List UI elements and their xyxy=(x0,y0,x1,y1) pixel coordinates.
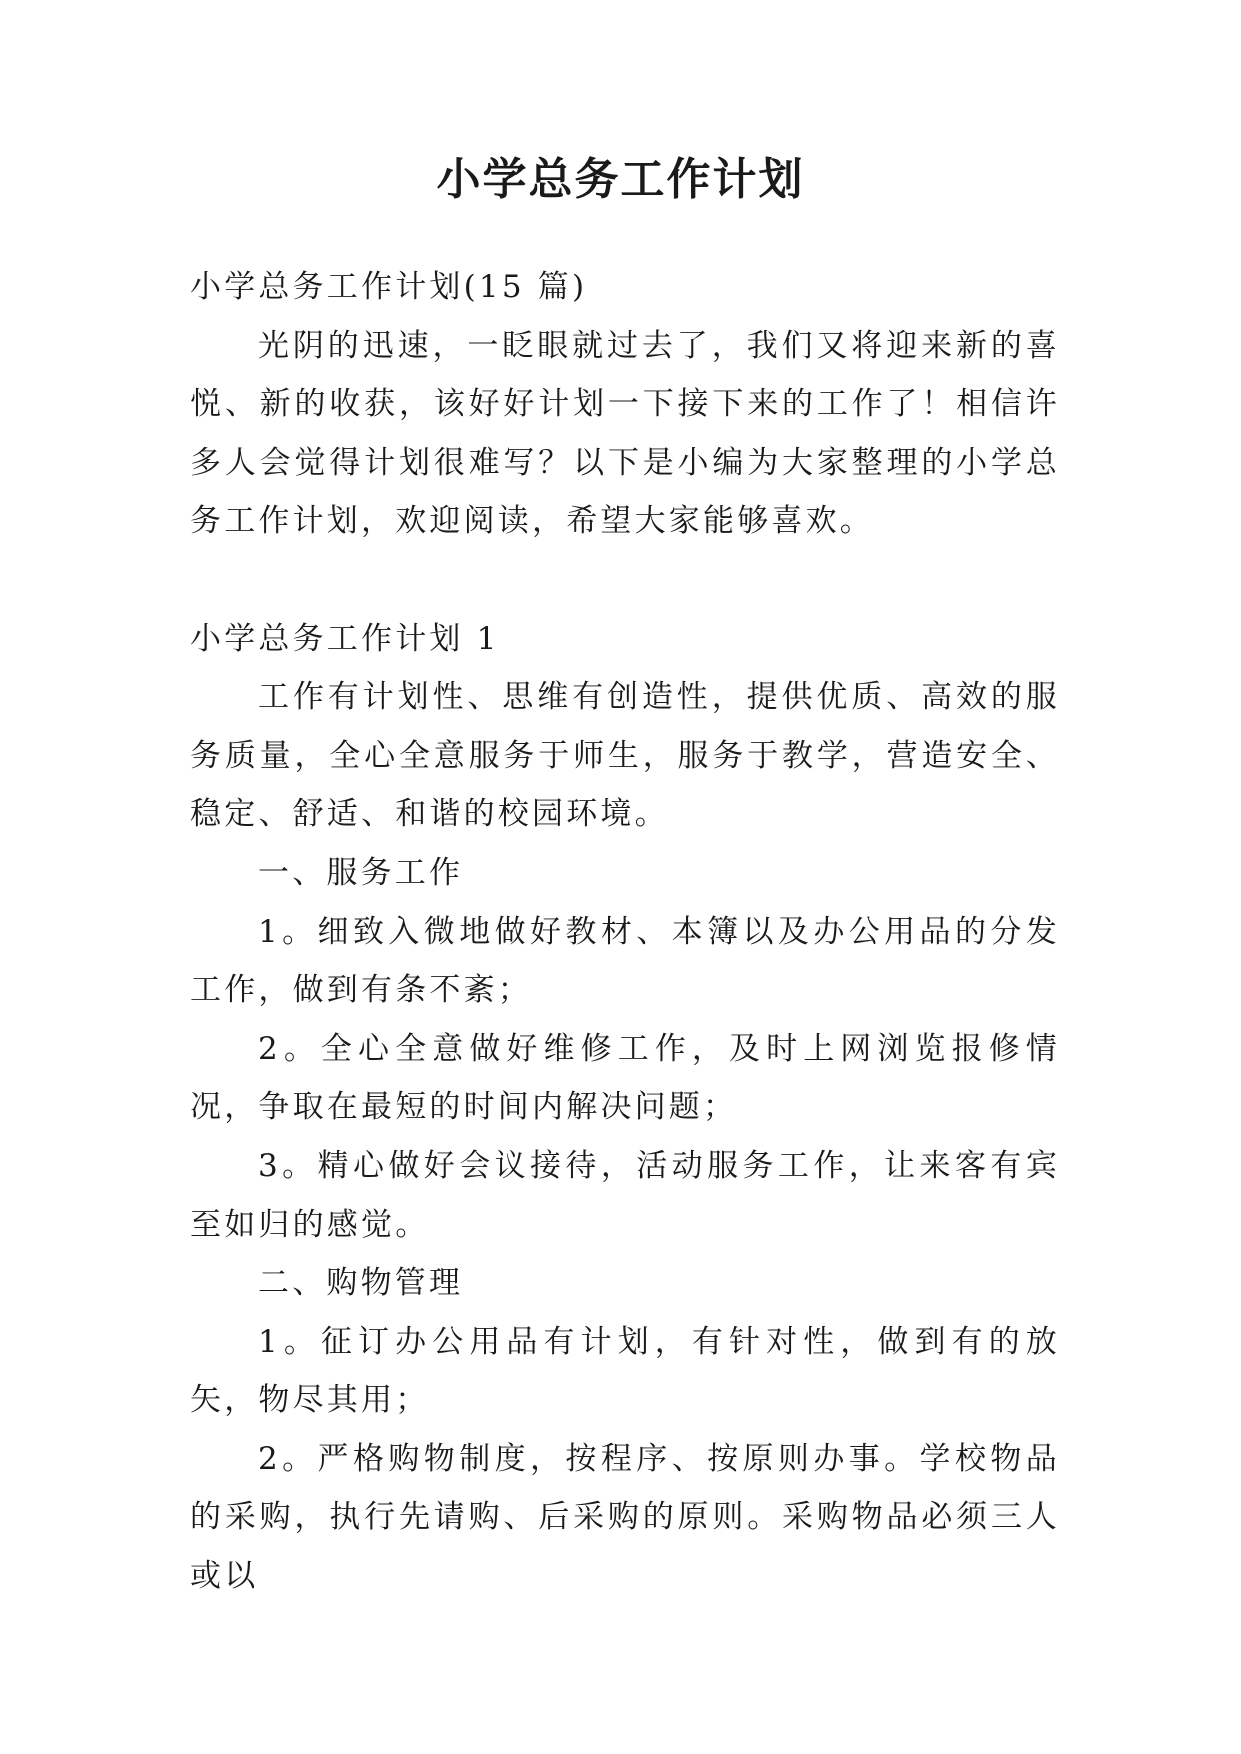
list-item: 1。征订办公用品有计划，有针对性，做到有的放矢，物尽其用； xyxy=(190,1323,1060,1419)
list-item: 3。精心做好会议接待，活动服务工作，让来客有宾至如归的感觉。 xyxy=(190,1147,1060,1243)
document-body xyxy=(190,258,1060,1606)
document-subtitle: 小学总务工作计划(15 篇) xyxy=(190,269,588,305)
paragraph-spacer xyxy=(190,551,1060,610)
subsection-heading-service: 一、服务工作 xyxy=(258,854,464,891)
list-item: 2。全心全意做好维修工作，及时上网浏览报修情况，争取在最短的时间内解决问题； xyxy=(190,1030,1060,1126)
document-title: 小学总务工作计划 xyxy=(436,154,805,205)
list-item: 2。严格购物制度，按程序、按原则办事。学校物品的采购，执行先请购、后采购的原则。采购物品必须三人或以 xyxy=(190,1440,1060,1595)
intro-paragraph: 光阴的迅速，一眨眼就过去了，我们又将迎来新的喜悦、新的收获，该好好计划一下接下来的工作了！相信许多人会觉得计划很难写？以下是小编为大家整理的小学总务工作计划，欢迎阅读，希望大家能够喜欢。 xyxy=(190,327,1060,540)
section-paragraph: 工作有计划性、思维有创造性，提供优质、高效的服务质量，全心全意服务于师生，服务于教学，营造安全、稳定、舒适、和谐的校园环境。 xyxy=(190,679,1060,833)
section-heading: 小学总务工作计划 1 xyxy=(190,620,500,657)
list-item: 1。细致入微地做好教材、本簿以及办公用品的分发工作，做到有条不紊； xyxy=(190,913,1060,1009)
subsection-heading-purchasing: 二、购物管理 xyxy=(258,1265,464,1302)
